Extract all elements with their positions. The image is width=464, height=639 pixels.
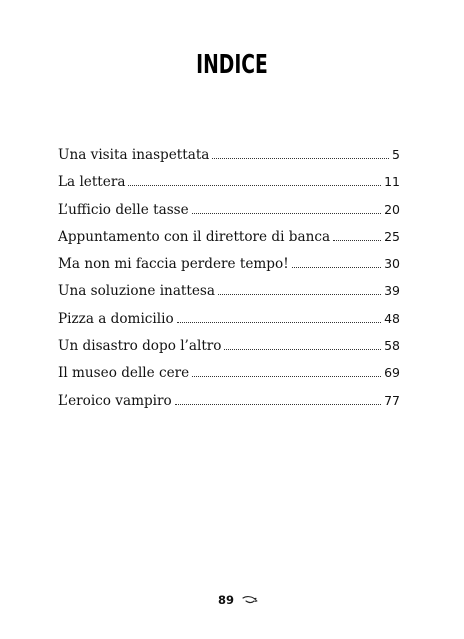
toc-entry-page: 58 bbox=[384, 338, 400, 354]
toc-dot-leader bbox=[192, 376, 381, 377]
toc-entry-title: Una visita inaspettata bbox=[58, 147, 210, 163]
toc-entry-page: 5 bbox=[392, 147, 400, 162]
toc-entry-page: 39 bbox=[384, 283, 400, 299]
toc-entry-title: Pizza a domicilio bbox=[58, 310, 174, 327]
toc-entry[interactable] bbox=[58, 282, 400, 309]
page-footer bbox=[0, 593, 464, 613]
toc-entry[interactable] bbox=[58, 392, 400, 419]
toc-entry[interactable] bbox=[58, 201, 400, 228]
toc-dot-leader bbox=[224, 349, 381, 350]
toc-entry[interactable] bbox=[58, 228, 400, 255]
toc-entry[interactable] bbox=[58, 146, 400, 173]
toc-dot-leader bbox=[212, 158, 389, 159]
toc-dot-leader bbox=[218, 294, 381, 295]
toc-dot-leader bbox=[177, 322, 381, 323]
bat-icon bbox=[242, 595, 258, 605]
toc-entry-title: L’ufficio delle tasse bbox=[58, 201, 189, 218]
toc-entry[interactable] bbox=[58, 364, 400, 391]
toc-entry-title: L’eroico vampiro bbox=[58, 392, 172, 409]
toc-entry-page: 69 bbox=[384, 365, 400, 381]
toc-entry-title: La lettera bbox=[58, 174, 126, 191]
toc-entry-title: Un disastro dopo l’altro bbox=[58, 338, 222, 355]
toc-entry-page: 11 bbox=[384, 174, 400, 190]
toc-dot-leader bbox=[175, 404, 381, 405]
toc-entry-title: Una soluzione inattesa bbox=[58, 283, 215, 300]
toc-entry[interactable] bbox=[58, 310, 400, 337]
toc-entry-page: 48 bbox=[384, 310, 400, 326]
toc-entry-title: Il museo delle cere bbox=[58, 365, 190, 382]
toc-entry-title: Appuntamento con il direttore di banca bbox=[58, 228, 331, 245]
page-number: 89 bbox=[218, 593, 235, 607]
toc-entry-page: 77 bbox=[384, 392, 400, 408]
toc-entry-page: 25 bbox=[384, 228, 400, 244]
toc-entry-title: Ma non mi faccia perdere tempo! bbox=[58, 256, 289, 273]
toc-dot-leader bbox=[128, 185, 381, 186]
toc-entry[interactable] bbox=[58, 255, 400, 282]
toc-dot-leader bbox=[333, 240, 381, 241]
toc-entry-page: 30 bbox=[384, 256, 400, 272]
table-of-contents bbox=[58, 146, 400, 419]
toc-dot-leader bbox=[292, 267, 381, 268]
toc-dot-leader bbox=[192, 213, 381, 214]
toc-entry-page: 20 bbox=[384, 201, 400, 217]
toc-entry[interactable] bbox=[58, 337, 400, 364]
page-title: INDICE bbox=[196, 50, 268, 80]
toc-entry[interactable] bbox=[58, 173, 400, 200]
